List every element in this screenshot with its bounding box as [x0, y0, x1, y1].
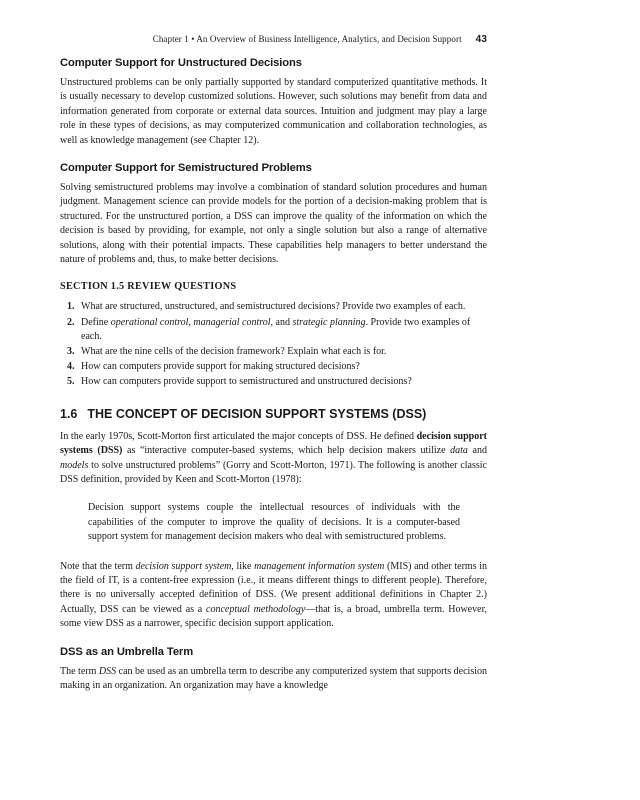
term-models: models	[60, 459, 89, 471]
question-text: What are structured, unstructured, and semistructured decisions? Provide two examples of each.	[81, 301, 466, 313]
text-run: , like	[231, 560, 255, 572]
text-run: —that is, a broad, umbrella term. However, some view DSS as a narrower, specific decision support application.	[60, 603, 487, 630]
question-text: What are the nine cells of the decision framework? Explain what each is for.	[81, 346, 387, 358]
term-decision-support-systems: decision support systems (DSS)	[60, 430, 488, 457]
heading-unstructured: Computer Support for Unstructured Decisions	[60, 57, 302, 69]
question-text: How can computers provide support for making structured decisions?	[81, 361, 360, 373]
review-question-5	[60, 375, 487, 389]
term-operational-control: operational control	[110, 316, 189, 328]
page	[60, 34, 487, 707]
text-run: The term	[60, 665, 99, 677]
section-number: 1.6	[60, 406, 78, 421]
question-text: Define	[81, 316, 111, 328]
para-dss-definition	[60, 430, 487, 488]
review-question-2	[60, 316, 487, 344]
review-question-1	[60, 300, 487, 314]
section-title: THE CONCEPT OF DECISION SUPPORT SYSTEMS (DSS)	[87, 406, 427, 421]
question-text: ,	[188, 316, 194, 328]
review-question-3	[60, 345, 487, 359]
term-dss: DSS	[98, 665, 117, 677]
para-unstructured: Unstructured problems can be only partially supported by standard computerized quantitative methods. It is usually necessary to develop customized solutions. However, such solutions may benefit from data and information generated from corporate or external data sources. Intuition and judgment may play a large role in these types of decisions, as may computerized communication and collaboration technologies, as well as knowledge management (see Chapter 12).	[60, 77, 487, 146]
question-number: 4.	[67, 361, 75, 373]
text-run: to solve unstructured problems” (Gorry and Scott-Morton, 1971). The following is another classic DSS definition, provided by Keen and Scott-Morton (1978):	[60, 459, 487, 485]
para-dss-terminology	[60, 560, 487, 632]
text-run: can be used as an umbrella term to describe any computerized system that supports decision making in an organization. An organization may have a knowledge	[60, 665, 487, 691]
running-head	[60, 34, 487, 45]
heading-semistructured: Computer Support for Semistructured Problems	[60, 162, 312, 175]
page-number: 43	[475, 34, 487, 45]
question-text: How can computers provide support to semistructured and unstructured decisions?	[81, 376, 412, 388]
block-quote-keen-scott-morton: Decision support systems couple the intellectual resources of individuals with the capabilities of the computer to improve the quality of decisions. It is a computer-based support system for management decision makers who deal with semistructured problems.	[88, 502, 460, 543]
section-heading-1-6	[60, 407, 487, 421]
question-number: 5.	[67, 376, 75, 388]
question-text: , and	[270, 316, 293, 328]
review-questions-list	[60, 300, 487, 389]
question-number: 2.	[67, 316, 75, 328]
review-question-4	[60, 360, 487, 374]
term-decision-support-system: decision support system	[135, 560, 232, 572]
term-managerial-control: managerial control	[193, 316, 271, 328]
para-semistructured: Solving semistructured problems may involve a combination of standard solution procedures and human judgment. Management science can provide models for the portion of a decision-making problem that is structured. For the unstructured portion, a DSS can improve the quality of the information on which the decision is based by providing, for example, not only a single solution but also a range of alternative solutions, along with their potential impacts. These capabilities help managers to better understand the nature of problems and, thus, to make better decisions.	[60, 182, 487, 266]
question-number: 1.	[67, 301, 75, 313]
text-run: and	[467, 445, 487, 457]
question-number: 3.	[67, 346, 75, 358]
term-data: data	[450, 445, 468, 457]
heading-dss-umbrella: DSS as an Umbrella Term	[60, 645, 194, 658]
text-run: In the early 1970s, Scott-Morton first articulated the major concepts of DSS. He defined	[60, 430, 417, 442]
term-conceptual-methodology: conceptual methodology	[206, 603, 306, 615]
para-dss-umbrella	[60, 665, 487, 694]
term-strategic-planning: strategic planning	[292, 316, 366, 328]
term-management-information-system: management information system	[254, 560, 385, 572]
text-run: Note that the term	[60, 560, 136, 572]
review-questions-heading: SECTION 1.5 REVIEW QUESTIONS	[60, 281, 237, 293]
text-run: (MIS) and other terms in the field of IT, is a content-free expression (i.e., it means different things to different people). Therefore, there is no universally accepted definition of DSS. (We present additional definitions in Chapter 2.) Actually, DSS can be viewed as a	[60, 560, 488, 615]
question-text: . Provide two examples of each.	[81, 316, 471, 342]
text-run: as “interactive computer-based systems, which help decision makers utilize	[122, 445, 451, 457]
running-head-text: Chapter 1 • An Overview of Business Intelligence, Analytics, and Decision Support	[152, 34, 462, 44]
